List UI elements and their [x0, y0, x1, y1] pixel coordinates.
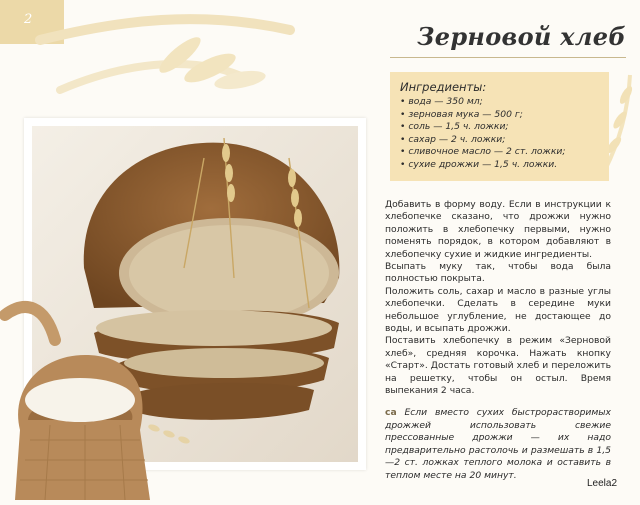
- ingredient-item: • соль — 1,5 ч. ложки;: [400, 121, 599, 134]
- ingredient-item: • вода — 350 мл;: [400, 96, 599, 109]
- tip-mark-icon: ca: [385, 407, 397, 418]
- tip-note: [385, 407, 611, 483]
- instructions: [385, 199, 611, 398]
- title-divider: [390, 57, 626, 58]
- recipe-title: Зерновой хлеб: [417, 22, 626, 51]
- ingredients-list: [400, 96, 599, 172]
- ingredient-item: • сахар — 2 ч. ложки;: [400, 134, 599, 147]
- ingredients-box: [390, 72, 609, 181]
- ingredients-heading: Ингредиенты:: [400, 80, 487, 94]
- tip-text: Если вместо сухих быстрорастворимых дрожжей использовать свежие прессованные дрожжи — их надо предварительно растолочь и размешать в 1,5—2 ст. ложках теплого молока и оставить в теплом месте на 20 минут.: [385, 407, 611, 481]
- instruction-paragraph: Поставить хлебопечку в режим «Зерновой хлеб», средняя корочка. Нажать кнопку «Старт». Достать готовый хлеб и переложить на решетку, чтобы он остыл. Время выпекания 2 часа.: [385, 335, 611, 397]
- instruction-paragraph: Всыпать муку так, чтобы вода была полностью покрыта.: [385, 261, 611, 285]
- instruction-paragraph: Добавить в форму воду. Если в инструкции к хлебопечке сказано, что дрожжи нужно положить в хлебопечку первыми, нужно поменять порядок, в котором добавляют в хлебопечку сухие и жидкие ингредиенты.: [385, 199, 611, 260]
- ingredient-item: • сухие дрожжи — 1,5 ч. ложки.: [400, 159, 599, 172]
- page-number: 2: [24, 12, 33, 27]
- flour-sack-image: [0, 300, 170, 505]
- ingredient-item: • зерновая мука — 500 г;: [400, 109, 599, 122]
- ingredient-item: • сливочное масло — 2 ст. ложки;: [400, 146, 599, 159]
- signature: Leela2: [587, 478, 618, 489]
- instruction-paragraph: Положить соль, сахар и масло в разные углы хлебопечки. Сделать в середине муки небольшое углубление, не достающее до воды, и всыпать дрожжи.: [385, 285, 611, 335]
